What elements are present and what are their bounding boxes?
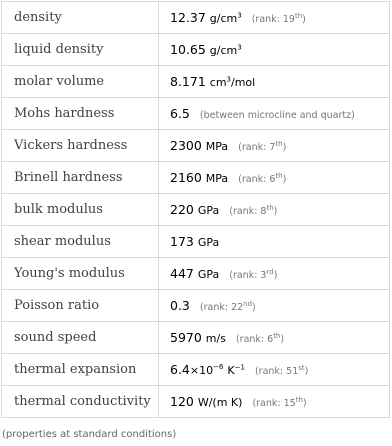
note-sup: rd bbox=[266, 267, 274, 276]
table-row bbox=[2, 322, 390, 354]
note-text: (rank: 6 bbox=[235, 334, 274, 345]
unit-text: g/cm bbox=[209, 12, 238, 25]
properties-table bbox=[1, 1, 390, 418]
note-end: ) bbox=[252, 302, 256, 313]
rank-note bbox=[229, 267, 278, 281]
row-value bbox=[159, 130, 390, 162]
rank-note bbox=[235, 331, 285, 345]
row-label: bulk modulus bbox=[2, 194, 159, 226]
rank-note bbox=[229, 203, 278, 217]
value-number: 220 bbox=[170, 202, 194, 217]
note-sup: st bbox=[298, 363, 305, 372]
table-row bbox=[2, 98, 390, 130]
note-text: (rank: 7 bbox=[238, 142, 276, 153]
table-row bbox=[2, 34, 390, 66]
table-row bbox=[2, 194, 390, 226]
rank-note bbox=[238, 139, 287, 153]
value-number: 5970 bbox=[170, 330, 202, 345]
rank-note bbox=[251, 11, 306, 25]
value-number: 173 bbox=[170, 234, 194, 249]
row-label: thermal conductivity bbox=[2, 386, 159, 418]
unit-text: K bbox=[227, 364, 235, 377]
note-sup: nd bbox=[243, 299, 253, 308]
row-label: liquid density bbox=[2, 34, 159, 66]
footnote: (properties at standard conditions) bbox=[2, 429, 177, 440]
unit-sup: −1 bbox=[234, 363, 245, 372]
table-row bbox=[2, 386, 390, 418]
row-label: Mohs hardness bbox=[2, 98, 159, 130]
note-end: ) bbox=[273, 270, 278, 281]
row-value bbox=[159, 2, 390, 34]
table-row bbox=[2, 66, 390, 98]
row-label: density bbox=[2, 2, 159, 34]
value-unit: m/s bbox=[205, 332, 226, 345]
row-label: Poisson ratio bbox=[2, 290, 159, 322]
value-unit bbox=[210, 76, 255, 89]
row-label: Vickers hardness bbox=[2, 130, 159, 162]
note-end: ) bbox=[302, 398, 307, 409]
table-row bbox=[2, 2, 390, 34]
value-unit: W/(m K) bbox=[197, 396, 243, 409]
row-value bbox=[159, 194, 390, 226]
unit-text: g/cm bbox=[209, 44, 238, 57]
value-unit bbox=[210, 12, 242, 25]
note-end: ) bbox=[282, 174, 287, 185]
note-end: ) bbox=[280, 334, 285, 345]
value-number: 10.65 bbox=[170, 42, 206, 57]
row-label: thermal expansion bbox=[2, 354, 159, 386]
value-unit: GPa bbox=[197, 204, 220, 217]
unit-sup: 3 bbox=[237, 43, 242, 52]
table-row bbox=[2, 290, 390, 322]
value-number: 2160 bbox=[170, 170, 202, 185]
value-number: 447 bbox=[170, 266, 194, 281]
note-end: ) bbox=[302, 14, 306, 25]
value-unit: MPa bbox=[205, 172, 229, 185]
value-unit bbox=[227, 364, 245, 377]
value-unit: MPa bbox=[205, 140, 229, 153]
row-label: shear modulus bbox=[2, 226, 159, 258]
value-unit: GPa bbox=[197, 268, 220, 281]
value-unit: GPa bbox=[197, 236, 220, 249]
row-label: Young's modulus bbox=[2, 258, 159, 290]
note-sup: th bbox=[275, 171, 283, 180]
row-value bbox=[159, 290, 390, 322]
note-text: (rank: 6 bbox=[238, 174, 276, 185]
row-label: Brinell hardness bbox=[2, 162, 159, 194]
row-value bbox=[159, 258, 390, 290]
value-number: 0.3 bbox=[170, 298, 190, 313]
row-value bbox=[159, 34, 390, 66]
unit-sup: 3 bbox=[237, 11, 242, 20]
value-number: 8.171 bbox=[170, 74, 206, 89]
unit-sup: 3 bbox=[226, 75, 232, 84]
note-text: (rank: 15 bbox=[252, 398, 296, 409]
value-number: 6.5 bbox=[170, 106, 190, 121]
value-number: 2300 bbox=[170, 138, 202, 153]
unit-tail: /mol bbox=[231, 76, 256, 89]
note-sup: th bbox=[275, 139, 283, 148]
value-number: 120 bbox=[170, 394, 194, 409]
value-number: 12.37 bbox=[170, 10, 206, 25]
value-unit bbox=[210, 44, 242, 57]
row-value bbox=[159, 354, 390, 386]
unit-text: cm bbox=[209, 76, 227, 89]
row-value bbox=[159, 226, 390, 258]
table-row bbox=[2, 226, 390, 258]
row-value bbox=[159, 386, 390, 418]
rank-note bbox=[252, 395, 307, 409]
table-row bbox=[2, 354, 390, 386]
rank-note bbox=[254, 363, 309, 377]
row-value bbox=[159, 66, 390, 98]
row-label: sound speed bbox=[2, 322, 159, 354]
value-times: ×10 bbox=[189, 364, 214, 377]
note-sup: th bbox=[273, 331, 281, 340]
note-text: (rank: 51 bbox=[254, 366, 299, 377]
row-value bbox=[159, 98, 390, 130]
row-value bbox=[159, 162, 390, 194]
value-number: 6.4 bbox=[170, 362, 190, 377]
note-end: ) bbox=[304, 366, 309, 377]
row-value bbox=[159, 322, 390, 354]
rank-note bbox=[238, 171, 287, 185]
note-end: ) bbox=[282, 142, 287, 153]
note-end: ) bbox=[273, 206, 278, 217]
note-text: (rank: 22 bbox=[199, 302, 244, 313]
table-row bbox=[2, 130, 390, 162]
note-sup: th bbox=[266, 203, 274, 212]
note-sup: th bbox=[294, 11, 303, 20]
rank-note: (between microcline and quartz) bbox=[199, 110, 355, 121]
row-label: molar volume bbox=[2, 66, 159, 98]
note-text: (rank: 8 bbox=[229, 206, 267, 217]
rank-note bbox=[199, 299, 256, 313]
note-text: (rank: 19 bbox=[251, 14, 295, 25]
value-exponent: −6 bbox=[213, 362, 224, 371]
table-row bbox=[2, 258, 390, 290]
note-sup: th bbox=[295, 395, 303, 404]
table-row bbox=[2, 162, 390, 194]
note-text: (rank: 3 bbox=[229, 270, 267, 281]
